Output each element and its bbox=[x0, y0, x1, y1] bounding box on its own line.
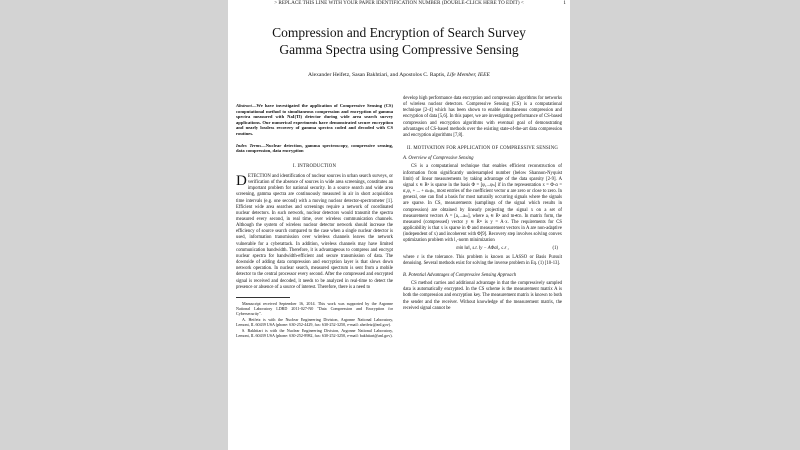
footnote-manuscript: Manuscript received September 16, 2014. This work was supported by the Argonne National Laboratory LDRD 2011-027-N0 "Data Compression and Encryption for Cybersecurity". bbox=[236, 300, 393, 317]
index-terms-text: —Nuclear detection, gamma spectroscopy, compressive sensing, data compression, data encryption bbox=[236, 142, 393, 154]
section-heading-motivation: II. MOTIVATION FOR APPLICATION OF COMPRESSIVE SENSING bbox=[406, 146, 559, 152]
author-affiliation: Life Member, IEEE bbox=[446, 72, 490, 78]
equation-text: min ‖α‖₁ s.t. ‖y − AΦα‖₂ ≤ ε , bbox=[456, 246, 509, 252]
paper-page bbox=[228, 0, 570, 450]
subsection-heading-advantages: B. Potential Advantages of Compressive Sensing Approach bbox=[403, 272, 517, 278]
section-heading-introduction: I. INTRODUCTION bbox=[292, 163, 337, 169]
footnote-bakhtiari: S. Bakhtiari is with the Nuclear Engineering Division, Argonne National Laboratory, Lemont, IL 60439 USA (phone: 630-252-8982, fax: 630-252-3250, e-mail: bakhtiari@anl.gov). bbox=[236, 328, 393, 339]
subsection-heading-overview: A. Overview of Compressive Sensing bbox=[403, 156, 474, 162]
right-column bbox=[403, 96, 562, 312]
page-number: 1 bbox=[563, 0, 566, 6]
cs-tolerance-paragraph: where ε is the tolerance. This problem is known as LASSO or Basis Pursuit denoising. Several methods exist for solving the inverse problem in Eq. (1) [10-13]. bbox=[403, 254, 562, 266]
cs-overview-paragraph: CS is a computational technique that enables efficient reconstruction of information from significantly undersampled number (below Shannon-Nyquist limit) of linear measurements by taking advantage of the data sparsity [2-9]. A signal x ∈ Rⁿ is sparse in the basis Φ = [φ₁...φₙ] if in the representation x = Φ·α = α₁φ₁ + ... + αₙφₙ, most entries of the coefficient vector α are zero or close to zero. In general, one can find a basis for most naturally occurring signals where the signals are sparse. In CS, measurements (samplings of the signal which results in compression) are obtained by linearly projecting the signal x on a set of measurement vectors A = [a₁...aₘ], where aᵢ ∈ Rⁿ and m≪n. In matrix form, the measured (compressed) vector y ∈ Rᵐ is y = A·x. The requirements for CS applicability is that x is sparse in Φ and measurement vectors in A are non-adaptive (independent of x) and incoherent with Φ[9]. Recovery step involves solving convex optimization problem with l₁-norm minimization bbox=[403, 164, 562, 244]
equation-1 bbox=[403, 246, 562, 252]
abstract-text: —We have investigated the application of Compressive Sensing (CS) computational method to simultaneous compression and encryption of gamma spectra measured with NaI(Tl) detector during wide area search survey applications. Our numerical experiments have demonstrated secure encryption and nearly lossless recovery of gamma spectra coded and decoded with CS routines. bbox=[236, 103, 393, 136]
paper-title bbox=[228, 24, 570, 58]
left-column bbox=[236, 103, 393, 340]
drop-cap: D bbox=[236, 172, 247, 189]
index-terms-label: Index Terms bbox=[236, 142, 262, 148]
abstract bbox=[236, 103, 393, 137]
footnote-divider bbox=[236, 297, 290, 298]
cs-advantages-paragraph: CS method carries and additional advantage in that the compressively sampled data is automatically encrypted. In the CS scheme is the measurement matrix A is both the compression and encryption key. The measurement matrix is known to both the sender and the receiver. Without knowledge of the measurement matrix, the received signal cannot be bbox=[403, 281, 562, 311]
footnote-heifetz: A. Heifetz is with the Nuclear Engineering Division, Argonne National Laboratory, Lemont, IL 60439 USA (phone: 630-252-4429, fax: 630-252-3250, e-mail: aheifetz@anl.gov). bbox=[236, 317, 393, 328]
author-names: Alexander Heifetz, Sasan Bakhtiari, and Apostolos C. Raptis, bbox=[308, 72, 446, 78]
title-line-1: Compression and Encryption of Search Survey bbox=[272, 25, 526, 40]
footnotes bbox=[236, 301, 393, 339]
index-terms bbox=[236, 143, 393, 154]
title-line-2: Gamma Spectra using Compressive Sensing bbox=[279, 42, 519, 57]
intro-text: ETECTION and identification of nuclear sources in urban search surveys, or verification of the absence of sources in wide area screenings, constitutes an important problem for national security. In a source search and wide area screening, gamma spectra are continuously measured in air in short acquisition time intervals (e.g. one second) with a moving nuclear detector-spectrometer [1]. Efficient wide area searches and screenings require a network of coordinated nuclear detectors. In such network, nuclear detectors would transmit the spectra measured every second, in real time, over wireless communication channels. Although the system of wireless nuclear detector network should increase the efficiency of source search compared to the case when a single nuclear detector is used, information transmission over wireless channels leaves the network vulnerable for a cyberattack. In addition, wireless channels may have limited communication bandwidth. Therefore, it is advantageous to compress and encrypt nuclear spectra for bandwidth-efficient and secure transmission of data. The downside of adding data compression and encryption layer is that slows down network operation. In nuclear search, measured spectrum is sent from a mobile detector to the central processor every second. After the compressed and encrypted signal is received and decoded, it needs to be analyzed in real-time to detect the presence or absence of a source of interest. Therefore, there is a need to bbox=[236, 173, 393, 290]
intro-paragraph bbox=[236, 174, 393, 291]
intro-continued: develop high performance data encryption and compression algorithms for networks of wireless nuclear detectors. Compressive Sensing (CS) is a computational technique [2-4] which has been shown to enable simultaneous compression and encryption of data [5,6]. In this paper, we are investigating performance of CS-based compression and encryption algorithms with eventual goal of demonstrating advantages of CS-based methods over the existing state-of-the-art data compression and encryption algorithms [7,8]. bbox=[403, 96, 563, 138]
author-list bbox=[228, 72, 570, 78]
abstract-label: Abstract bbox=[236, 103, 252, 108]
paper-id-header[interactable]: > REPLACE THIS LINE WITH YOUR PAPER IDENTIFICATION NUMBER (DOUBLE-CLICK HERE TO EDIT) < bbox=[274, 0, 524, 6]
equation-number: (1) bbox=[552, 246, 558, 252]
